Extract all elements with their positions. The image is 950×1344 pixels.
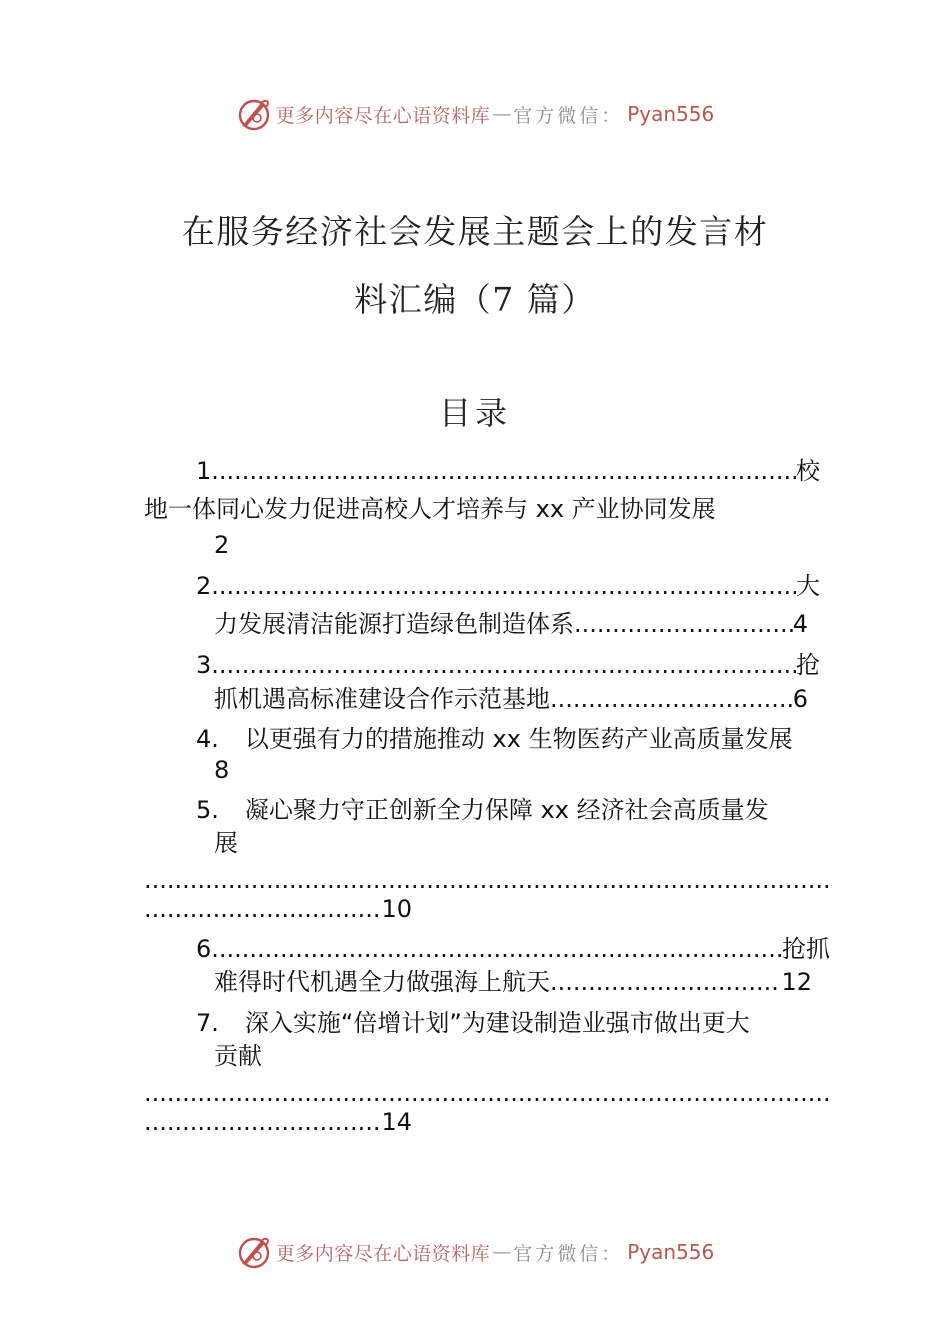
toc-heading: 目录 xyxy=(438,394,511,432)
toc-item-7-line1[interactable] xyxy=(196,1008,750,1038)
toc-item-lead: 大 xyxy=(796,572,820,600)
toc-leader-dots xyxy=(219,650,796,680)
toc-item-4-line1[interactable] xyxy=(196,724,793,754)
toc-item-number: 4. xyxy=(196,725,219,753)
banner-main-text: 更多内容尽在心语资料库 xyxy=(275,1242,491,1265)
toc-item-3-page: 6 xyxy=(792,685,808,713)
toc-item-7-page: 14 xyxy=(381,1108,412,1136)
toc-item-7-title-cont[interactable]: 贡献 xyxy=(214,1042,262,1070)
toc-item-5-title-cont[interactable]: 展 xyxy=(214,829,238,857)
toc-item-3-line2[interactable] xyxy=(214,684,808,714)
toc-leader-dots xyxy=(219,934,782,964)
toc-leader-dots xyxy=(144,1107,381,1137)
toc-item-number: 2. xyxy=(196,572,219,600)
toc-item-lead: 校 xyxy=(796,457,820,485)
document-title-line1: 在服务经济社会发展主题会上的发言材 xyxy=(181,212,769,251)
toc-leader-dots xyxy=(550,684,793,714)
toc-item-2-line2[interactable] xyxy=(214,609,808,639)
toc-leader-dots xyxy=(144,894,381,924)
toc-item-number: 1. xyxy=(196,457,219,485)
toc-leader-dots xyxy=(219,571,796,601)
toc-item-5-line1[interactable] xyxy=(196,795,769,825)
banner-wechat-id: Pyan556 xyxy=(627,1240,715,1264)
toc-item-2-page: 4 xyxy=(792,610,808,638)
toc-item-6-page: 12 xyxy=(781,968,812,996)
toc-item-5-title: 凝心聚力守正创新全力保障 xx 经济社会高质量发 xyxy=(244,796,769,824)
toc-leader-dots xyxy=(144,865,832,895)
toc-item-6-line1[interactable] xyxy=(196,934,830,964)
banner-wechat-label: 官方微信： xyxy=(513,104,624,127)
toc-item-5-page-line xyxy=(144,894,412,924)
toc-item-number: 3. xyxy=(196,651,219,679)
toc-item-6-line2[interactable] xyxy=(214,967,812,997)
banner-main-text: 更多内容尽在心语资料库 xyxy=(275,104,491,127)
banner-dash: — xyxy=(492,103,512,125)
toc-leader-dots xyxy=(550,967,781,997)
toc-item-7-page-line xyxy=(144,1107,412,1137)
toc-item-5-dots-line xyxy=(144,865,832,895)
toc-item-7-dots-line xyxy=(144,1078,832,1108)
toc-item-6-title: 难得时代机遇全力做强海上航天 xyxy=(214,968,550,996)
toc-item-2-line1[interactable] xyxy=(196,571,820,601)
toc-item-1-title[interactable]: 地一体同心发力促进高校人才培养与 xx 产业协同发展 xyxy=(144,495,716,523)
toc-item-4-title: 以更强有力的措施推动 xx 生物医药产业高质量发展 xyxy=(244,725,793,753)
toc-item-lead: 抢 xyxy=(796,651,820,679)
quill-logo-icon xyxy=(236,96,272,132)
footer-banner xyxy=(0,1232,950,1272)
toc-item-1-line1[interactable] xyxy=(196,456,820,486)
toc-item-5-page: 10 xyxy=(381,895,412,923)
banner-wechat-id: Pyan556 xyxy=(627,102,715,126)
quill-logo-icon xyxy=(236,1234,272,1270)
toc-item-number: 7. xyxy=(196,1009,219,1037)
header-banner xyxy=(0,94,950,134)
toc-leader-dots xyxy=(574,609,793,639)
toc-leader-dots xyxy=(144,1078,832,1108)
toc-item-3-line1[interactable] xyxy=(196,650,820,680)
banner-wechat-label: 官方微信： xyxy=(513,1242,624,1265)
toc-item-1-page: 2 xyxy=(214,531,230,559)
toc-item-2-title: 力发展清洁能源打造绿色制造体系 xyxy=(214,610,574,638)
toc-item-4-page: 8 xyxy=(214,756,230,784)
toc-item-number: 5. xyxy=(196,796,219,824)
toc-item-3-title: 抓机遇高标准建设合作示范基地 xyxy=(214,685,550,713)
toc-item-7-title: 深入实施“倍增计划”为建设制造业强市做出更大 xyxy=(244,1009,750,1037)
document-title-line2: 料汇编（7 篇） xyxy=(354,280,596,319)
banner-dash: — xyxy=(492,1241,512,1263)
toc-item-lead: 抢抓 xyxy=(782,935,830,963)
toc-leader-dots xyxy=(219,456,796,486)
toc-item-number: 6. xyxy=(196,935,219,963)
